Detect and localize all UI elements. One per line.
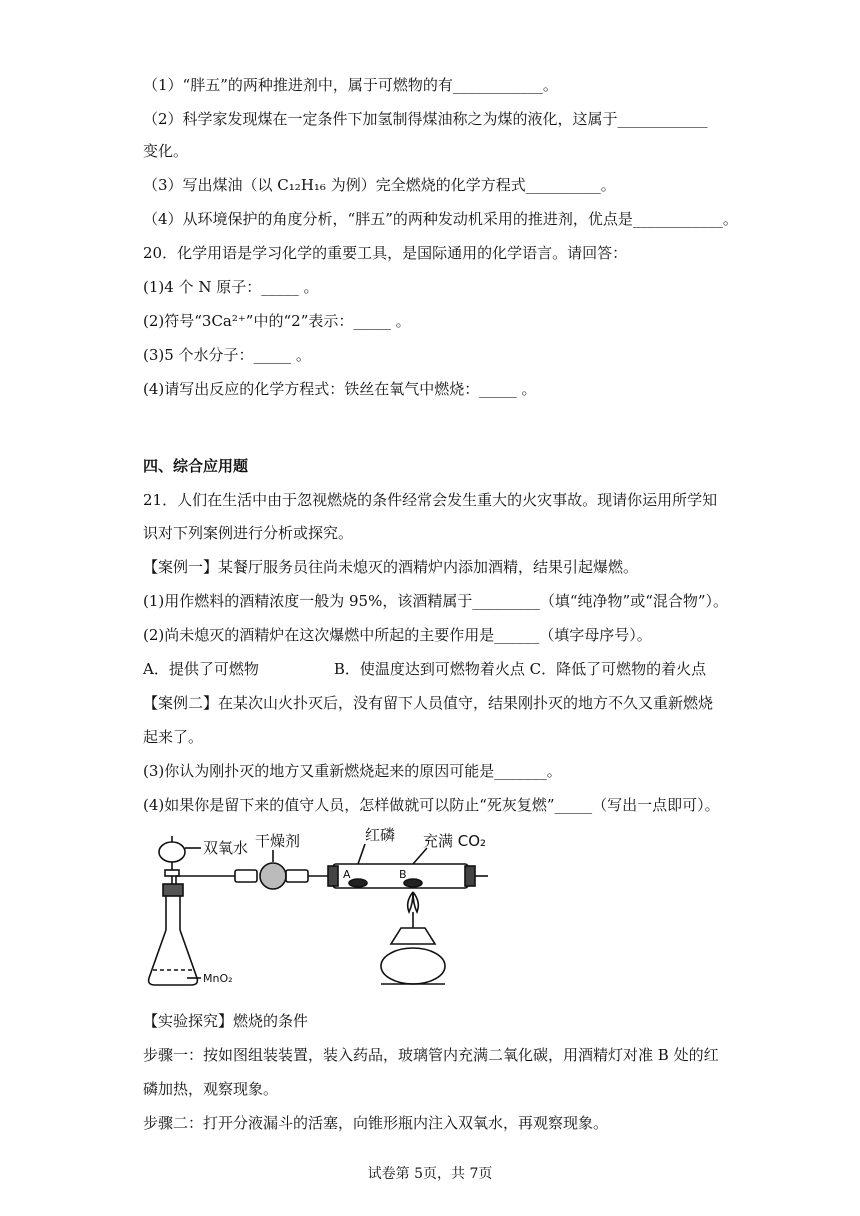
step-two: 步骤二：打开分液漏斗的活塞，向锥形瓶内注入双氧水，再观察现象。 (143, 1114, 609, 1132)
question-21-part-3: (3)你认为刚扑灭的地方又重新燃烧起来的原因可能是_______。 (143, 762, 562, 780)
question-20: 20．化学用语是学习化学的重要工具，是国际通用的化学语言。请回答： (143, 244, 628, 262)
case-two-cont: 起来了。 (143, 728, 204, 746)
question-21-options: A．提供了可燃物 B．使温度达到可燃物着火点 C．降低了可燃物的着火点 (143, 660, 707, 678)
question-19-part-1: （1）“胖五”的两种推进剂中，属于可燃物的有____________。 (143, 76, 558, 94)
label-co2: 充满 CO₂ (423, 832, 487, 850)
case-one: 【案例一】某餐厅服务员往尚未熄灭的酒精炉内添加酒精，结果引起爆燃。 (143, 558, 639, 576)
section-heading: 四、综合应用题 (143, 457, 249, 475)
question-21: 21．人们在生活中由于忽视燃烧的条件经常会发生重大的火灾事故。现请你运用所学知 (143, 491, 718, 509)
question-19-part-2-cont: 变化。 (143, 142, 189, 160)
page-footer: 试卷第 5页，共 7页 (367, 1166, 493, 1182)
question-19-part-2: （2）科学家发现煤在一定条件下加氢制得煤油称之为煤的液化，这属于____________ (143, 110, 708, 128)
label-desiccant: 干燥剂 (255, 832, 301, 850)
step-one: 步骤一：按如图组装装置，装入药品，玻璃管内充满二氧化碳，用酒精灯对准 B 处的红 (143, 1046, 719, 1064)
label-point-a: A (343, 868, 351, 881)
question-21-part-2: (2)尚未熄灭的酒精炉在这次爆燃中所起的主要作用是______（填字母序号）。 (143, 626, 652, 644)
experiment-title: 【实验探究】燃烧的条件 (143, 1012, 309, 1030)
question-21-part-4: (4)如果你是留下来的值守人员，怎样做就可以防止“死灰复燃”_____（写出一点即可）。 (143, 796, 720, 814)
case-two: 【案例二】在某次山火扑灭后，没有留下人员值守，结果刚扑灭的地方不久又重新燃烧 (143, 694, 714, 712)
apparatus-figure (143, 820, 488, 1010)
label-point-b: B (399, 868, 407, 881)
question-21-part-1: (1)用作燃料的酒精浓度一般为 95%，该酒精属于_________（填“纯净物”或“混合物”）。 (143, 592, 729, 610)
label-hydrogen-peroxide: 双氧水 (203, 839, 249, 857)
question-20-part-4: (4)请写出反应的化学方程式：铁丝在氧气中燃烧：_____ 。 (143, 380, 537, 398)
question-20-part-1: (1)4 个 N 原子：_____ 。 (143, 278, 319, 296)
question-19-part-3: （3）写出煤油（以 C₁₂H₁₆ 为例）完全燃烧的化学方程式__________。 (143, 176, 616, 194)
question-20-part-3: (3)5 个水分子：_____ 。 (143, 346, 311, 364)
label-red-phosphorus: 红磷 (365, 826, 396, 844)
question-21-cont: 识对下列案例进行分析或探究。 (143, 524, 354, 542)
question-19-part-4: （4）从环境保护的角度分析，“胖五”的两种发动机采用的推进剂，优点是____________。 (143, 210, 738, 228)
question-20-part-2: (2)符号“3Ca²⁺”中的“2”表示：_____ 。 (143, 312, 411, 330)
funnel-bulb (159, 842, 185, 862)
step-one-cont: 磷加热，观察现象。 (143, 1080, 279, 1098)
label-mno2: MnO₂ (203, 972, 233, 985)
